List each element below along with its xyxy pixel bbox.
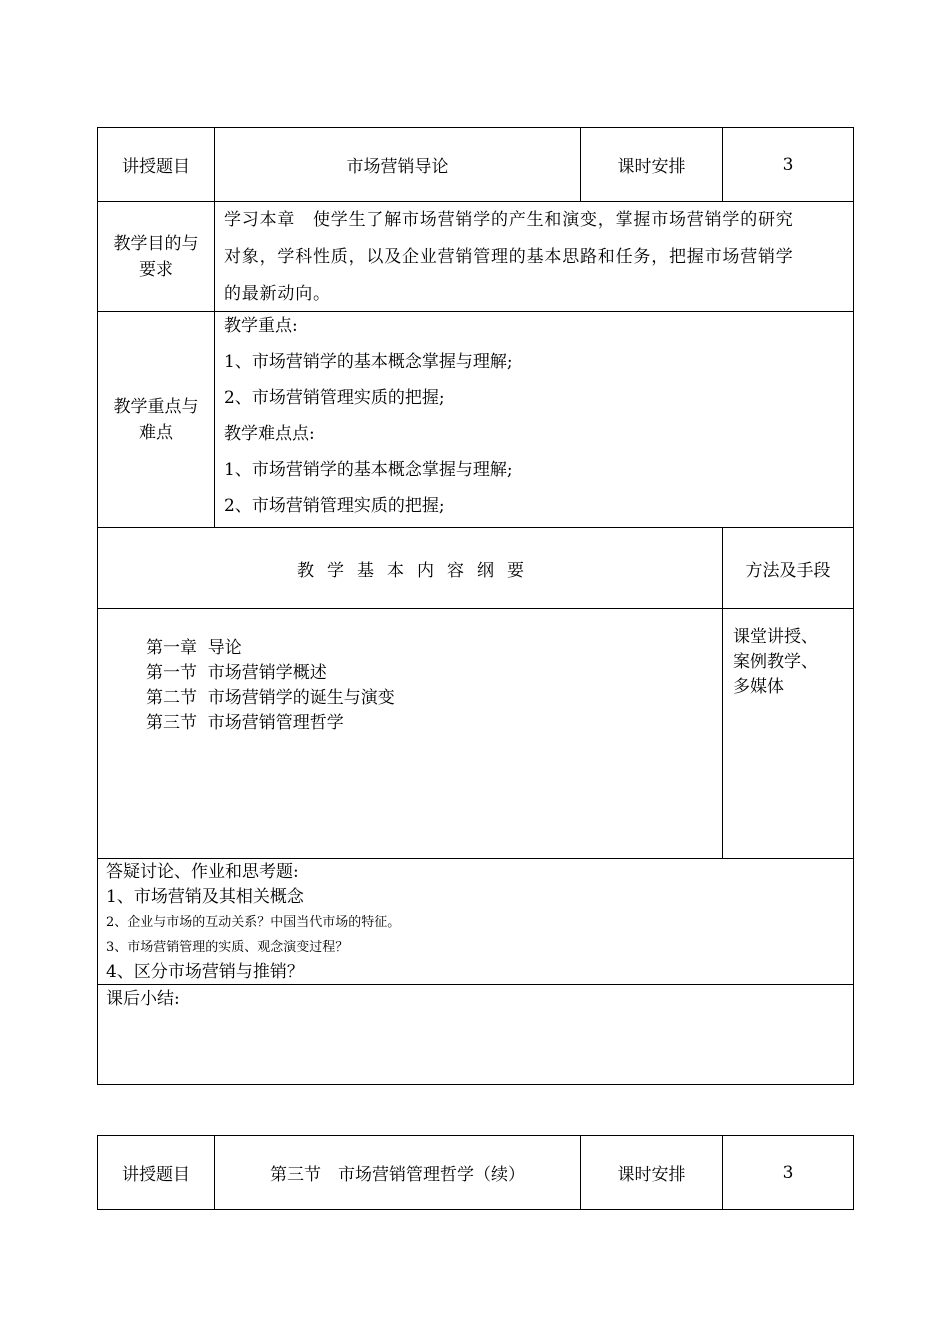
discussion-item: 4、区分市场营销与推销？ (106, 962, 304, 982)
outline-item: 第三节 市场营销管理哲学 (146, 713, 344, 733)
outline-item: 第二节 市场营销学的诞生与演变 (146, 688, 395, 708)
methods-item: 多媒体 (733, 677, 784, 697)
objectives-line: 学习本章 使学生了解市场营销学的产生和演变，掌握市场营销学的研究 (224, 210, 794, 230)
summary-label: 课后小结: (106, 989, 180, 1009)
keypoints-label-line2: 难点 (139, 422, 173, 443)
outline-item: 第一节 市场营销学概述 (146, 663, 327, 683)
keypoints-line: 2、市场营销管理实质的把握; (224, 496, 445, 516)
keypoints-line: 2、市场营销管理实质的把握; (224, 388, 445, 408)
methods-item: 课堂讲授、 (733, 627, 818, 647)
outline-header: 教学基本内容纲要 (297, 560, 537, 581)
objectives-label-line1: 教学目的与 (113, 233, 199, 254)
outline-item: 第一章 导论 (146, 638, 242, 658)
hours-value: 3 (782, 154, 794, 175)
discussion-section (106, 860, 846, 985)
keypoints-line: 1、市场营销学的基本概念掌握与理解; (224, 352, 513, 372)
keypoints-label (98, 312, 214, 527)
topic-label: 讲授题目 (122, 157, 190, 177)
outline-list (146, 636, 706, 736)
topic-value: 市场营销导论 (346, 157, 449, 177)
keypoints-label-line1: 教学重点与 (113, 396, 199, 417)
objectives-text (224, 202, 849, 313)
keypoints-line: 教学重点: (224, 316, 298, 336)
keypoints-text (224, 308, 844, 524)
objectives-line: 对象，学科性质，以及企业营销管理的基本思路和任务，把握市场营销学 (224, 247, 794, 267)
methods-list (733, 625, 851, 700)
discussion-title: 答疑讨论、作业和思考题: (106, 862, 299, 882)
methods-header: 方法及手段 (745, 560, 831, 581)
topic-label: 讲授题目 (122, 1165, 190, 1185)
discussion-item: 1、市场营销及其相关概念 (106, 887, 304, 907)
keypoints-line: 教学难点点: (224, 424, 315, 444)
objectives-label (98, 202, 214, 311)
objectives-line: 的最新动向。 (224, 284, 331, 304)
hours-label: 课时安排 (617, 157, 686, 177)
hours-label: 课时安排 (617, 1165, 686, 1185)
topic-value: 第三节 市场营销管理哲学（续） (270, 1165, 525, 1185)
keypoints-line: 1、市场营销学的基本概念掌握与理解; (224, 460, 513, 480)
objectives-label-line2: 要求 (139, 259, 173, 280)
discussion-item: 2、企业与市场的互动关系？中国当代市场的特征。 (106, 915, 401, 930)
methods-item: 案例教学、 (733, 652, 818, 672)
hours-value: 3 (782, 1162, 794, 1183)
discussion-item: 3、市场营销管理的实质、观念演变过程？ (106, 940, 349, 955)
